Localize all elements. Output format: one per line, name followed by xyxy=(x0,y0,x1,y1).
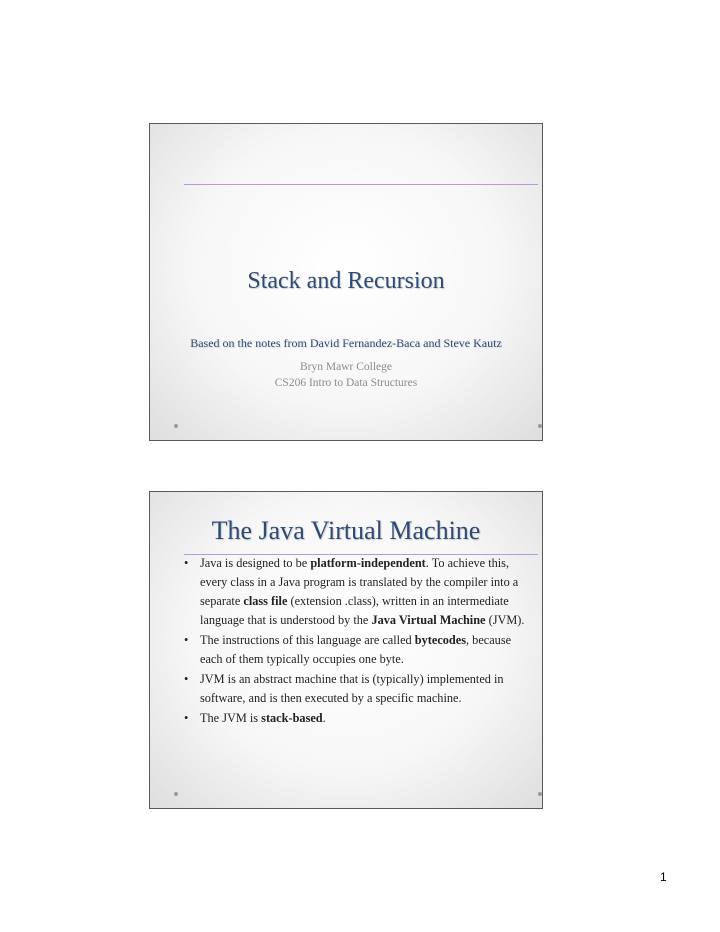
bullet-item xyxy=(178,709,534,728)
bullet-list xyxy=(178,554,534,729)
title-divider xyxy=(184,184,538,185)
bullet-text: . To achieve this, every class in a Java program is translated by the compiler into a separate xyxy=(200,556,519,608)
bold-term: bytecodes xyxy=(414,633,467,647)
bullet-item xyxy=(178,554,534,630)
bullet-text: (JVM). xyxy=(485,613,525,627)
institution: Bryn Mawr College xyxy=(300,361,392,373)
corner-dot-right xyxy=(538,792,542,796)
page-number: 1 xyxy=(660,870,667,884)
bullet-marker: • xyxy=(184,633,189,647)
slide-2-title: The Java Virtual Machine xyxy=(211,516,481,545)
bullet-text: The JVM is xyxy=(200,711,262,725)
slide-1-meta xyxy=(150,359,542,391)
bold-term: stack-based xyxy=(261,711,323,725)
bullet-marker: • xyxy=(184,556,189,570)
bold-term: class file xyxy=(243,594,288,608)
bullet-text: . xyxy=(322,711,326,725)
bullet-marker: • xyxy=(184,672,189,686)
bullet-item xyxy=(178,670,534,708)
bullet-item xyxy=(178,631,534,669)
bullet-text: Java is designed to be xyxy=(200,556,311,570)
bullet-text: The instructions of this language are called xyxy=(200,633,415,647)
corner-dot-left xyxy=(174,792,178,796)
corner-dot-left xyxy=(174,424,178,428)
slide-1-title: Stack and Recursion xyxy=(247,268,445,294)
bold-term: platform-independent xyxy=(310,556,426,570)
slide-1 xyxy=(149,123,543,441)
corner-dot-right xyxy=(538,424,542,428)
bullet-text: , because each of them typically occupies one byte. xyxy=(200,633,512,666)
slide-1-subtitle: Based on the notes from David Fernandez-Baca and Steve Kautz xyxy=(190,336,502,350)
bold-term: Java Virtual Machine xyxy=(371,613,486,627)
bullet-marker: • xyxy=(184,711,189,725)
bullet-text: JVM is an abstract machine that is (typically) implemented in software, and is then executed by a specific machine. xyxy=(200,672,504,705)
bullet-text: (extension .class), written in an intermediate language that is understood by the xyxy=(200,594,509,627)
course-name: CS206 Intro to Data Structures xyxy=(274,377,418,389)
slide-2 xyxy=(149,491,543,809)
